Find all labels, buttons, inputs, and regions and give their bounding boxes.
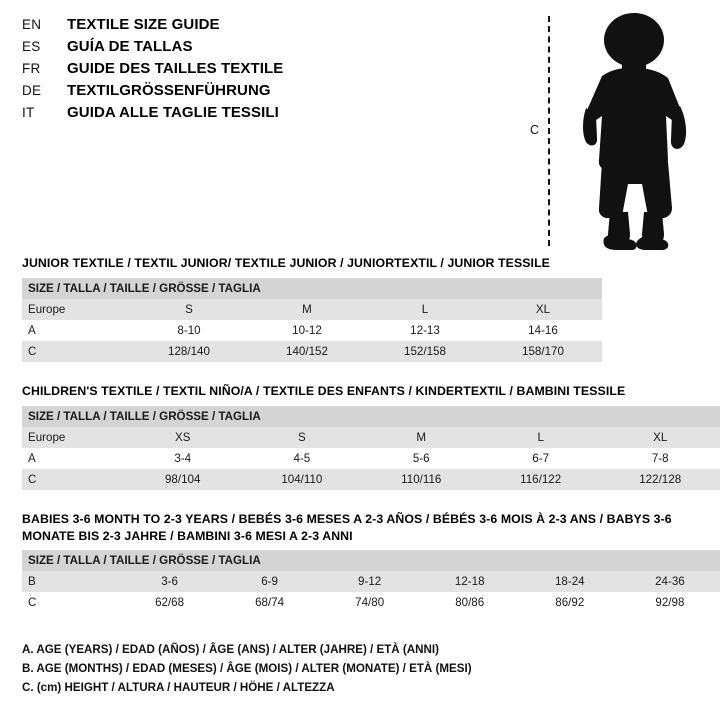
cell: 110/116: [401, 472, 442, 486]
language-row-es: [22, 38, 492, 55]
cell: S: [185, 302, 193, 316]
cell: 62/68: [155, 596, 185, 610]
language-code-fr: FR: [22, 61, 41, 76]
table-head-row: [22, 406, 720, 427]
table-row: [22, 299, 602, 320]
row-label: A: [28, 451, 36, 465]
child-silhouette-icon: [568, 12, 703, 250]
legend-line-a: A. AGE (YEARS) / EDAD (AÑOS) / ÂGE (ANS) / ALTER (JAHRE) / ETÀ (ANNI): [22, 643, 439, 656]
figure-measure-label: C: [530, 123, 540, 137]
cell: 8-10: [177, 323, 201, 337]
table-row: [22, 571, 720, 592]
row-label: Europe: [28, 430, 66, 444]
cell: 98/104: [164, 472, 201, 486]
cell: L: [537, 430, 544, 444]
language-row-en: [22, 16, 492, 33]
cell: 128/140: [168, 344, 210, 358]
row-label: C: [28, 472, 37, 486]
cell: 116/122: [520, 472, 562, 486]
language-row-de: [22, 82, 492, 99]
cell: 9-12: [358, 575, 382, 589]
language-title-en: TEXTILE SIZE GUIDE: [67, 16, 220, 33]
table-row: [22, 469, 720, 490]
language-title-it: GUIDA ALLE TAGLIE TESSILI: [67, 104, 279, 121]
language-title-es: GUÍA DE TALLAS: [67, 38, 193, 55]
children-section-title: CHILDREN'S TEXTILE / TEXTIL NIÑO/A / TEXTILE DES ENFANTS / KINDERTEXTIL / BAMBINI TESSILE: [22, 384, 626, 398]
table-head-row: [22, 278, 602, 299]
cell: 74/80: [355, 596, 385, 610]
height-figure: [520, 10, 710, 250]
table-row: [22, 592, 720, 613]
table-head-row: [22, 550, 720, 571]
table-row: [22, 427, 720, 448]
cell: 3-6: [161, 575, 178, 589]
row-label: B: [28, 575, 36, 589]
junior-head-label: SIZE / TALLA / TAILLE / GRÖSSE / TAGLIA: [28, 281, 261, 295]
cell: 6-9: [261, 575, 278, 589]
cell: 152/158: [404, 344, 446, 358]
cell: 12-13: [410, 323, 440, 337]
children-size-table: [22, 406, 720, 490]
language-code-it: IT: [22, 105, 35, 120]
height-measure-line-icon: [548, 16, 550, 246]
table-row: [22, 448, 720, 469]
language-row-it: [22, 104, 492, 121]
cell: 92/98: [655, 596, 685, 610]
row-label: C: [28, 344, 37, 358]
children-textile-block: [22, 383, 720, 504]
language-title-de: TEXTILGRÖSSENFÜHRUNG: [67, 82, 271, 99]
cell: L: [421, 302, 429, 316]
language-code-en: EN: [22, 17, 42, 32]
legend-block: [22, 641, 472, 697]
row-label: C: [28, 596, 37, 610]
cell: 122/128: [639, 472, 682, 486]
cell: 3-4: [174, 451, 192, 465]
cell: 18-24: [554, 575, 585, 589]
babies-size-table: [22, 550, 720, 613]
cell: 10-12: [292, 323, 322, 337]
language-code-es: ES: [22, 39, 41, 54]
junior-section-title: JUNIOR TEXTILE / TEXTIL JUNIOR/ TEXTILE JUNIOR / JUNIORTEXTIL / JUNIOR TESSILE: [22, 256, 550, 270]
babies-head-label: SIZE / TALLA / TAILLE / GRÖSSE / TAGLIA: [28, 554, 261, 568]
cell: 7-8: [651, 451, 669, 465]
cell: M: [416, 430, 427, 444]
legend-line-c: C. (cm) HEIGHT / ALTURA / HAUTEUR / HÖHE / ALTEZZA: [22, 680, 335, 694]
junior-size-table: [22, 278, 602, 362]
cell: XL: [653, 430, 668, 444]
babies-textile-block: [22, 511, 720, 627]
language-title-list: [22, 16, 492, 126]
row-label: A: [28, 323, 36, 337]
language-code-de: DE: [22, 83, 42, 98]
language-row-fr: [22, 60, 492, 77]
language-title-fr: GUIDE DES TAILLES TEXTILE: [67, 60, 284, 77]
table-row: [22, 341, 602, 362]
cell: 4-5: [293, 451, 311, 465]
row-label: Europe: [28, 302, 66, 316]
cell: 140/152: [286, 344, 328, 358]
cell: XL: [535, 302, 551, 316]
cell: 6-7: [532, 451, 550, 465]
legend-line-b: B. AGE (MONTHS) / EDAD (MESES) / ÂGE (MOIS) / ALTER (MONATE) / ETÀ (MESI): [22, 661, 472, 675]
cell: 14-16: [528, 323, 558, 337]
cell: 80/86: [455, 596, 485, 610]
junior-textile-block: [22, 255, 602, 376]
cell: 104/110: [281, 472, 323, 486]
cell: 5-6: [412, 451, 430, 465]
cell: S: [297, 430, 306, 444]
cell: 86/92: [555, 596, 585, 610]
cell: 68/74: [255, 596, 285, 610]
cell: 12-18: [454, 575, 485, 589]
cell: M: [302, 302, 312, 316]
babies-section-title: BABIES 3-6 MONTH TO 2-3 YEARS / BEBÉS 3-6 MESES A 2-3 AÑOS / BÉBÉS 3-6 MOIS À 2-3 ANS / BABYS 3-6 MONATE BIS 2-3 JAHRE / BAMBINI 3-6 MESI A 2-3 ANNI: [22, 512, 672, 543]
cell: 158/170: [522, 344, 564, 358]
cell: XS: [174, 430, 191, 444]
cell: 24-36: [655, 575, 685, 589]
children-head-label: SIZE / TALLA / TAILLE / GRÖSSE / TAGLIA: [28, 409, 261, 423]
table-row: [22, 320, 602, 341]
